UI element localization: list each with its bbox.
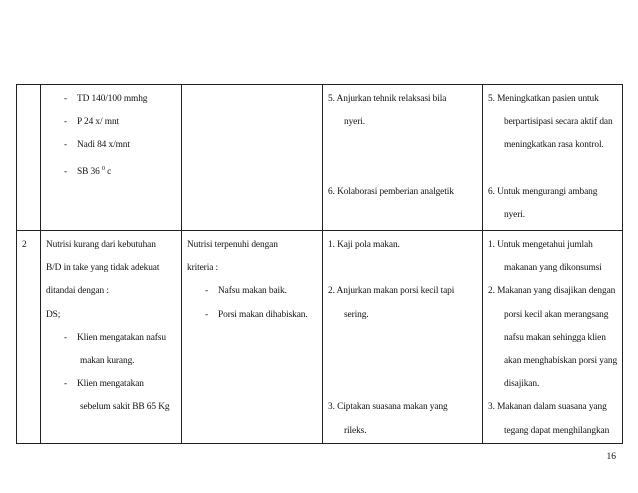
blank-line [328, 350, 480, 373]
rationale-text: meningkatkan rasa kontrol. [504, 140, 604, 151]
rationale-text: porsi kecil akan merangsang [504, 309, 609, 320]
temperature-value: SB 36 [77, 166, 102, 177]
number-cell [17, 231, 41, 444]
diagnosis-text: ditandai dengan : [46, 286, 109, 297]
rationale-text: akan menghabiskan porsi yang [504, 356, 618, 367]
nursing-care-plan-table [16, 84, 623, 444]
rationale-text: 1. Untuk mengetahui jumlah [488, 240, 593, 250]
diagnosis-cell [41, 231, 182, 444]
number-cell [17, 85, 41, 231]
rationale-text: 6. Untuk mengurangi ambang [488, 186, 598, 197]
diagnosis-text: Nutrisi kurang dari kebutuhan [46, 240, 156, 250]
intervention-cell [323, 231, 483, 444]
vital-sign-item [46, 158, 179, 184]
row-number: 2 [22, 240, 27, 250]
intervention-cell [323, 85, 483, 231]
subjective-data-item: sebelum sakit BB 65 Kg [80, 402, 170, 413]
rationale-cell [483, 85, 623, 231]
rationale-text: makanan yang dikonsumsi [504, 263, 602, 274]
blank-line [328, 257, 480, 280]
goal-cell [182, 85, 323, 231]
intervention-text: 6. Kolaborasi pemberian analgetik [328, 186, 454, 197]
rationale-text: 5. Meningkatkan pasien untuk [488, 94, 599, 104]
degree-superscript: 0 [101, 165, 105, 172]
subjective-data-item: - Klien mengatakan nafsu [46, 327, 179, 350]
blank-line [328, 134, 480, 157]
rationale-text: berpartisipasi secara aktif dan [504, 117, 613, 128]
rationale-text: 3. Makanan dalam suasana yang [488, 402, 607, 413]
intervention-text: nyeri. [344, 117, 366, 128]
rationale-cell [483, 231, 623, 444]
rationale-text: nyeri. [504, 210, 526, 220]
table-row [17, 231, 623, 444]
rationale-text: nafsu makan sehingga klien [504, 332, 606, 343]
rationale-text: 2. Makanan yang disajikan dengan [488, 286, 616, 297]
page-number: 16 [606, 452, 616, 462]
intervention-text: 2. Anjurkan makan porsi kecil tapi [328, 286, 455, 297]
goal-text: Nutrisi terpenuhi dengan [187, 240, 278, 250]
diagnosis-cell [41, 85, 182, 231]
blank-line [328, 327, 480, 350]
criteria-item: - Nafsu makan baik. [187, 280, 320, 303]
intervention-text: sering. [344, 309, 369, 320]
diagnosis-text: B/D in take yang tidak adekuat [46, 263, 160, 274]
rationale-text: tegang dapat menghilangkan [504, 425, 610, 436]
criteria-item: - Porsi makan dihabiskan. [187, 304, 320, 327]
intervention-text: rileks. [344, 425, 367, 436]
goal-cell [182, 231, 323, 444]
blank-line [488, 158, 620, 181]
rationale-text: disajikan. [504, 379, 540, 390]
table-row [17, 85, 623, 231]
vital-sign-item: - TD 140/100 mmhg [46, 88, 179, 111]
intervention-text: 1. Kaji pola makan. [328, 240, 400, 250]
intervention-text: 3. Ciptakan suasana makan yang [328, 402, 448, 413]
vital-sign-item: - Nadi 84 x/mnt [46, 134, 179, 157]
blank-line [328, 158, 480, 181]
intervention-text: 5. Anjurkan tehnik relaksasi bila [328, 94, 447, 104]
blank-line [328, 373, 480, 396]
goal-text: kriteria : [187, 263, 219, 274]
diagnosis-text: DS; [46, 309, 61, 320]
vital-sign-item: - P 24 x/ mnt [46, 111, 179, 134]
subjective-data-item: - Klien mengatakan [46, 373, 179, 396]
subjective-data-item: makan kurang. [80, 356, 135, 367]
temperature-unit: c [104, 166, 112, 177]
